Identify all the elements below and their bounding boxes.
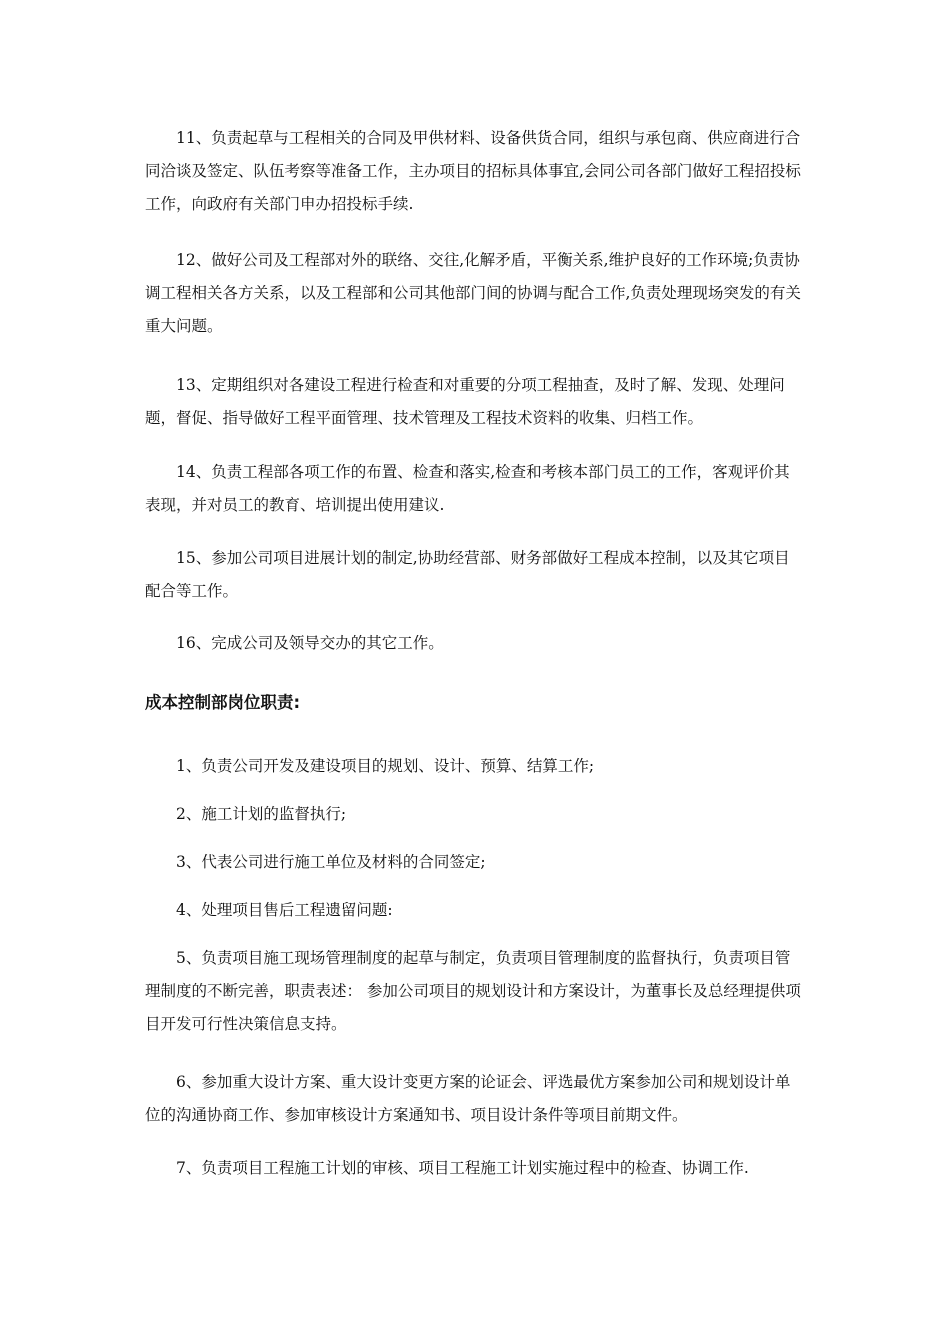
duty-item-13: 13、定期组织对各建设工程进行检查和对重要的分项工程抽查，及时了解、发现、处理问题，督促、指导做好工程平面管理、技术管理及工程技术资料的收集、归档工作。 <box>145 376 785 427</box>
cost-duty-item-6: 6、参加重大设计方案、重大设计变更方案的论证会、评选最优方案参加公司和规划设计单位的沟通协商工作、参加审核设计方案通知书、项目设计条件等项目前期文件。 <box>145 1073 791 1124</box>
duty-item-14: 14、负责工程部各项工作的布置、检查和落实,检查和考核本部门员工的工作，客观评价其表现，并对员工的教育、培训提出使用建议. <box>145 463 790 514</box>
cost-duty-item-7: 7、负责项目工程施工计划的审核、项目工程施工计划实施过程中的检查、协调工作. <box>176 1159 749 1177</box>
duty-item-12: 12、做好公司及工程部对外的联络、交往,化解矛盾，平衡关系,维护良好的工作环境;负责协调工程相关各方关系，以及工程部和公司其他部门间的协调与配合工作,负责处理现场突发的有关重大问题。 <box>145 251 801 335</box>
cost-duty-item-2: 2、施工计划的监督执行; <box>176 805 347 823</box>
cost-duty-item-1: 1、负责公司开发及建设项目的规划、设计、预算、结算工作; <box>176 757 595 775</box>
cost-duty-item-5: 5、负责项目施工现场管理制度的起草与制定，负责项目管理制度的监督执行，负责项目管理制度的不断完善，职责表述： 参加公司项目的规划设计和方案设计，为董事长及总经理提供项目开发可行性决策信息支持。 <box>145 949 801 1033</box>
duty-item-15: 15、参加公司项目进展计划的制定,协助经营部、财务部做好工程成本控制，以及其它项目配合等工作。 <box>145 549 790 600</box>
duty-item-16: 16、完成公司及领导交办的其它工作。 <box>176 634 444 652</box>
section-heading-cost-control: 成本控制部岗位职责: <box>145 693 301 712</box>
cost-duty-item-4: 4、处理项目售后工程遗留问题: <box>176 901 393 919</box>
cost-duty-item-3: 3、代表公司进行施工单位及材料的合同签定; <box>176 853 486 871</box>
duty-item-11: 11、负责起草与工程相关的合同及甲供材料、设备供货合同，组织与承包商、供应商进行合同洽谈及签定、队伍考察等准备工作，主办项目的招标具体事宜,会同公司各部门做好工程招投标工作，向政府有关部门申办招投标手续. <box>145 129 801 213</box>
